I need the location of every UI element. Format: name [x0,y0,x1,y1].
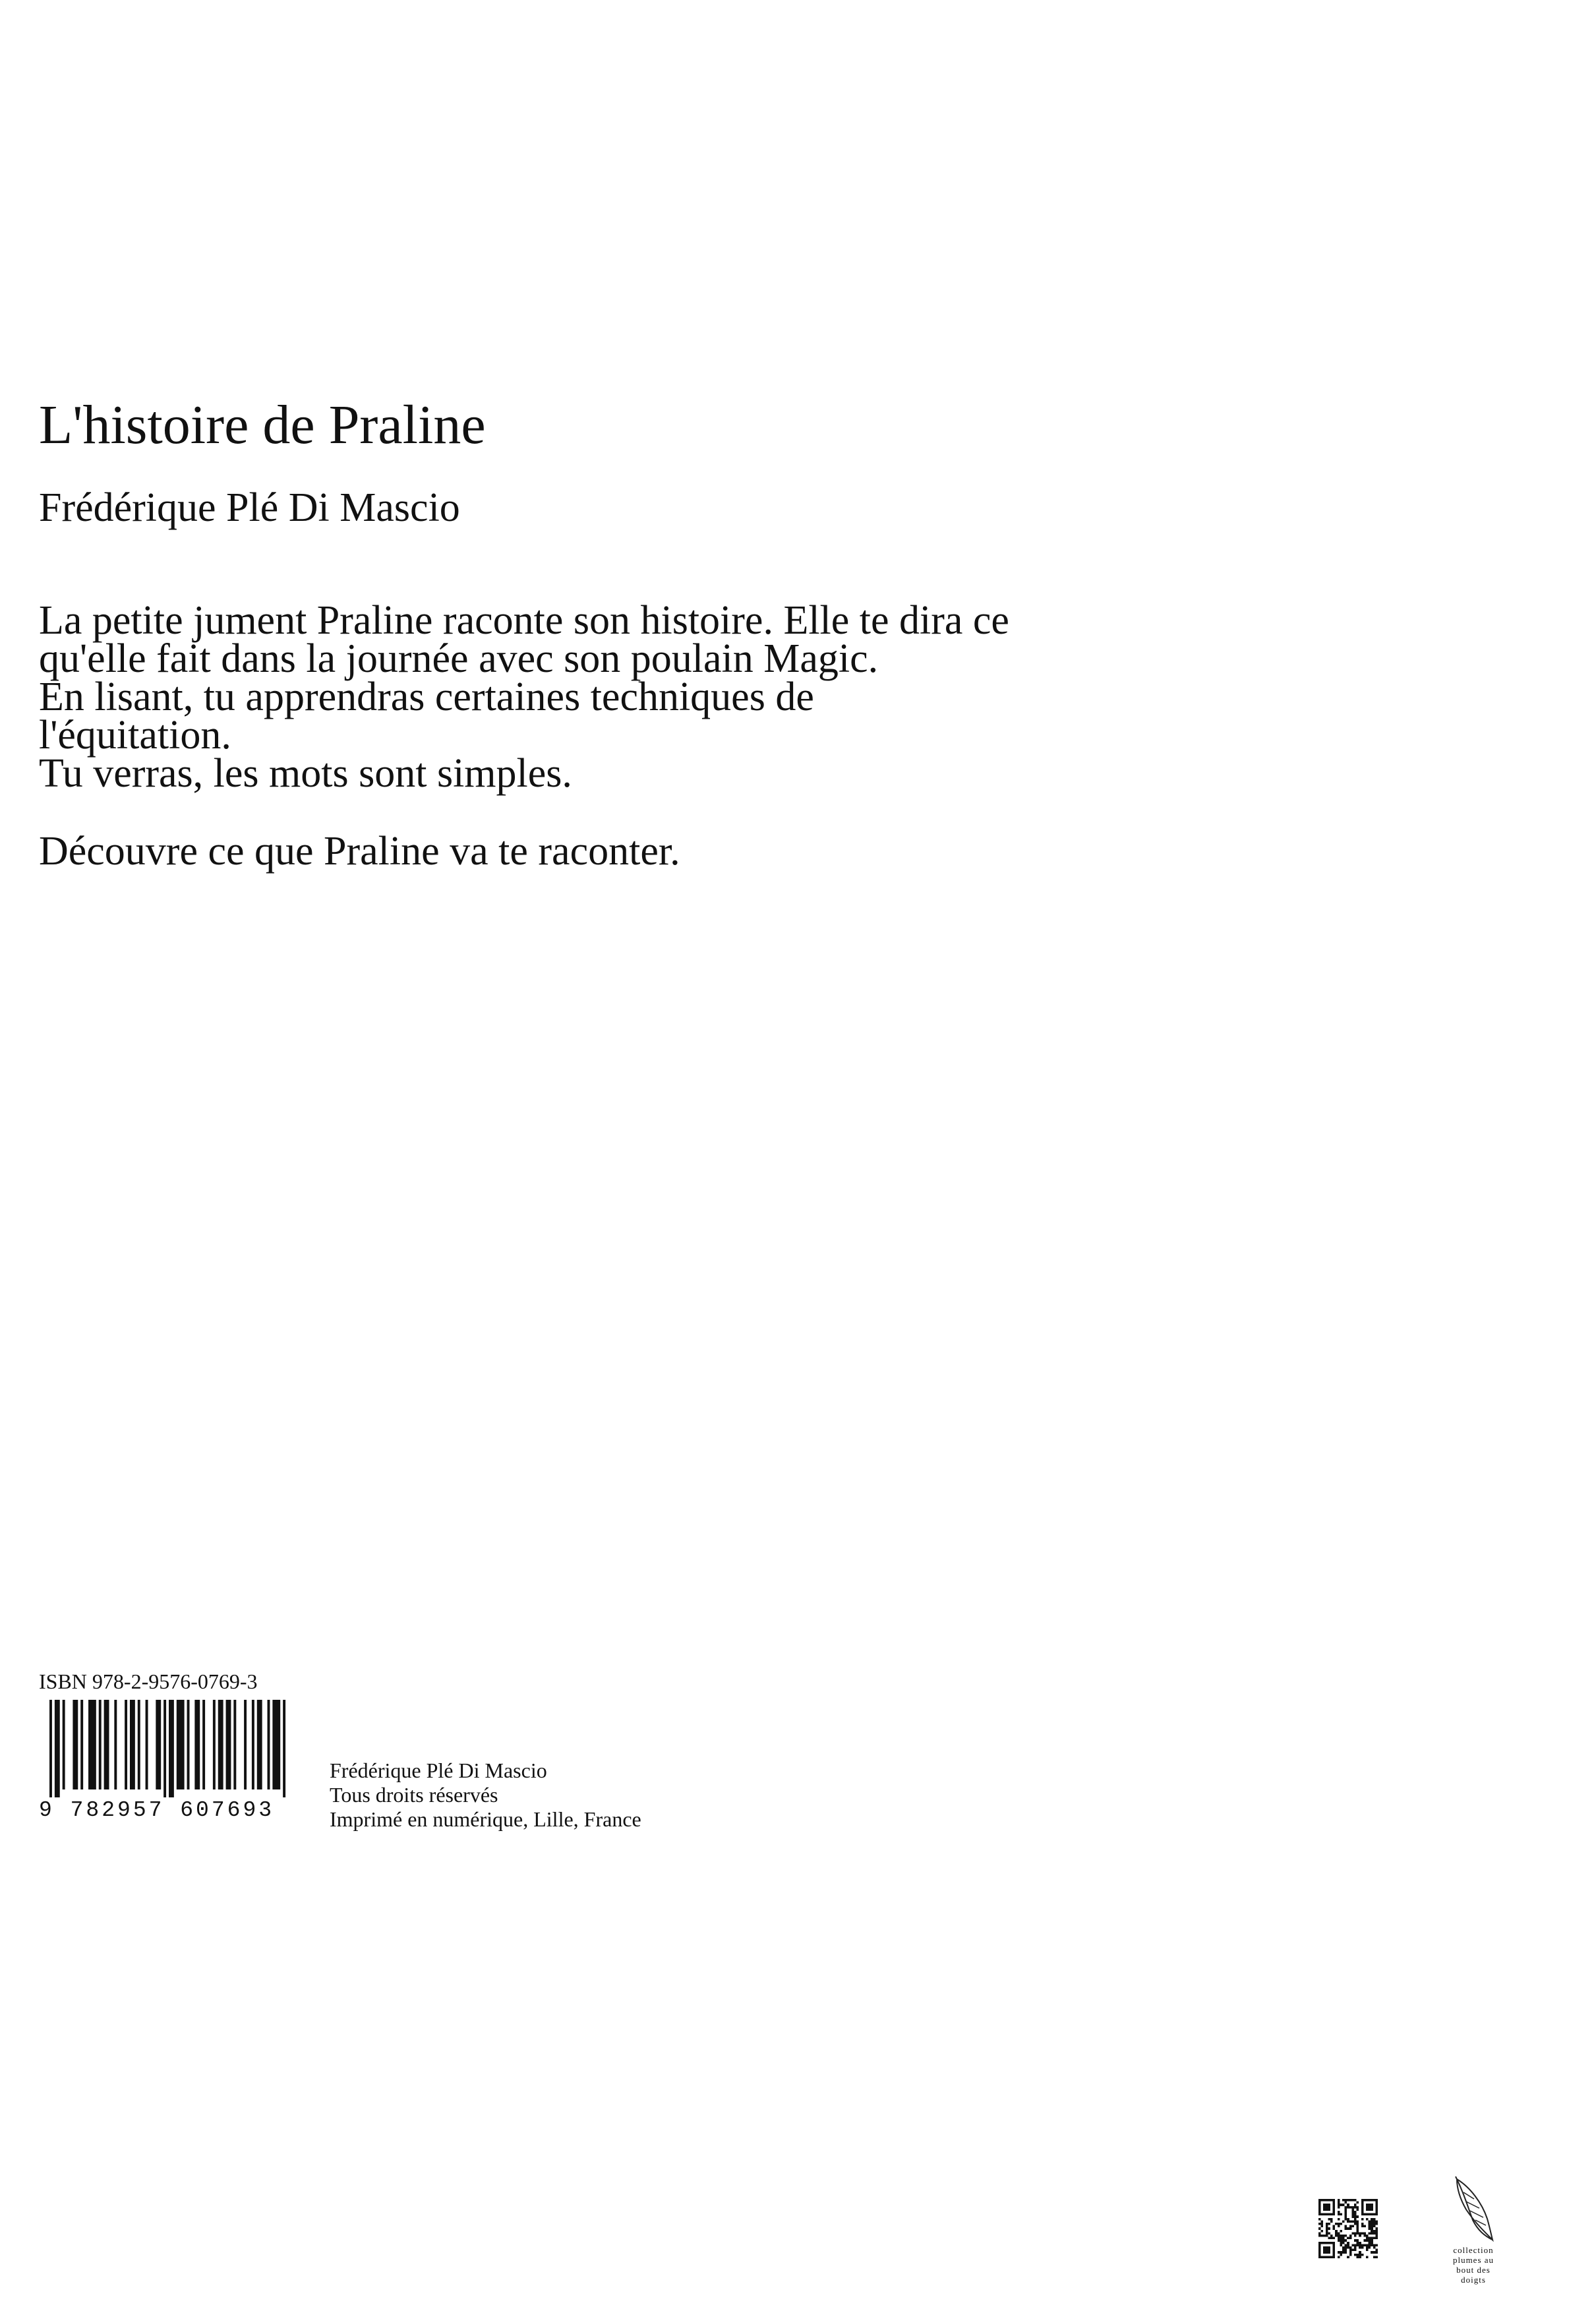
qr-module [1326,2230,1328,2233]
qr-module [1345,2206,1347,2209]
barcode-bar [114,1700,117,1789]
qr-module [1318,2218,1321,2221]
qr-module [1351,2211,1354,2213]
qr-module [1338,2206,1340,2209]
qr-module [1345,2239,1347,2242]
qr-module [1340,2213,1342,2216]
qr-module [1369,2225,1371,2228]
qr-module [1373,2220,1376,2223]
blurb-line: En lisant, tu apprendras certaines techniques de [39,675,814,719]
barcode-digits: 9 782957 607693 [39,1798,275,1822]
qr-module [1342,2237,1345,2240]
qr-module [1347,2227,1349,2230]
barcode-bar [257,1700,262,1789]
qr-module [1354,2215,1357,2218]
qr-module [1371,2220,1373,2223]
logo-text-line: doigts [1461,2275,1486,2285]
qr-module [1371,2227,1373,2230]
barcode-bars [49,1700,288,1797]
qr-module [1371,2251,1373,2254]
publisher-credits [330,1758,641,1832]
barcode-bar [146,1700,148,1789]
qr-module [1375,2220,1378,2223]
qr-module [1338,2204,1340,2206]
barcode-bar [218,1700,223,1789]
credits-rights: Tous droits réservés [330,1783,498,1807]
qr-module [1345,2199,1347,2202]
qr-module [1340,2254,1342,2256]
qr-module [1342,2204,1345,2206]
qr-module [1347,2244,1349,2246]
qr-module [1351,2225,1354,2228]
qr-module [1354,2220,1357,2223]
qr-module [1338,2239,1340,2242]
qr-module [1363,2244,1366,2246]
qr-module [1347,2204,1349,2206]
qr-module [1338,2211,1340,2213]
author-name: Frédérique Plé Di Mascio [39,485,460,530]
qr-module [1345,2202,1347,2204]
qr-module [1371,2237,1373,2240]
qr-module [1354,2239,1357,2242]
qr-module [1351,2215,1354,2218]
qr-module [1326,2232,1328,2235]
qr-module [1345,2249,1347,2252]
qr-module [1349,2227,1352,2230]
qr-module [1345,2244,1347,2246]
qr-module [1347,2218,1349,2221]
qr-module [1345,2225,1347,2228]
qr-module [1354,2223,1357,2225]
qr-module [1373,2251,1376,2254]
qr-module [1335,2223,1338,2225]
qr-finder-module [1366,2204,1373,2211]
qr-module [1318,2235,1321,2237]
qr-module [1354,2204,1357,2206]
qr-module [1361,2232,1364,2235]
qr-module [1318,2232,1321,2235]
qr-module [1338,2218,1340,2221]
qr-module [1371,2239,1373,2242]
qr-module [1369,2227,1371,2230]
qr-module [1330,2237,1333,2240]
qr-module [1342,2249,1345,2252]
qr-module [1342,2251,1345,2254]
qr-module [1335,2235,1338,2237]
qr-module [1347,2206,1349,2209]
qr-module [1354,2206,1357,2209]
qr-module [1354,2218,1357,2221]
barcode-bar [187,1700,190,1789]
qr-module [1347,2246,1349,2249]
qr-module [1351,2206,1354,2209]
credits-author: Frédérique Plé Di Mascio [330,1758,547,1782]
qr-module [1335,2232,1338,2235]
qr-module [1375,2249,1378,2252]
qr-module [1357,2223,1359,2225]
barcode-bar [138,1700,140,1789]
qr-module [1354,2254,1357,2256]
qr-module [1326,2235,1328,2237]
qr-module [1357,2208,1359,2211]
qr-module [1351,2220,1354,2223]
qr-module [1359,2244,1361,2246]
barcode-bar [169,1700,174,1797]
qr-module [1371,2244,1373,2246]
qr-module [1349,2237,1352,2240]
qr-module [1347,2199,1349,2202]
qr-module [1369,2220,1371,2223]
barcode-bar [202,1700,205,1789]
qr-module [1366,2246,1369,2249]
qr-module [1357,2244,1359,2246]
qr-module [1369,2237,1371,2240]
qr-module [1349,2206,1352,2209]
qr-module [1345,2227,1347,2230]
qr-module [1369,2246,1371,2249]
qr-module [1340,2230,1342,2233]
qr-module [1373,2244,1376,2246]
qr-module [1338,2225,1340,2228]
qr-module [1342,2235,1345,2237]
qr-module [1357,2230,1359,2233]
qr-module [1371,2225,1373,2228]
qr-module [1373,2237,1376,2240]
qr-module [1361,2225,1364,2228]
qr-module [1333,2225,1336,2228]
qr-module [1338,2251,1340,2254]
barcode-bar [268,1700,270,1789]
qr-module [1363,2239,1366,2242]
qr-finder-module [1323,2246,1330,2254]
qr-module [1321,2235,1324,2237]
barcode-bar [99,1700,102,1789]
qr-module [1321,2220,1324,2223]
qr-module [1369,2242,1371,2244]
qr-module [1357,2225,1359,2228]
qr-module [1369,2239,1371,2242]
barcode-bar [177,1700,185,1789]
qr-module [1363,2235,1366,2237]
barcode-bar [244,1700,247,1789]
qr-module [1371,2223,1373,2225]
qr-module [1328,2218,1330,2221]
barcode-bar [226,1700,231,1789]
qr-module [1338,2232,1340,2235]
qr-module [1340,2235,1342,2237]
qr-module [1328,2232,1330,2235]
book-title: L'histoire de Praline [39,394,486,456]
qr-module [1375,2230,1378,2233]
qr-module [1357,2206,1359,2209]
qr-module [1351,2244,1354,2246]
qr-module [1340,2223,1342,2225]
qr-module [1363,2225,1366,2228]
barcode-bar [63,1700,65,1789]
qr-module [1366,2235,1369,2237]
qr-module [1366,2237,1369,2240]
qr-module [1328,2227,1330,2230]
qr-module [1366,2249,1369,2252]
barcode-bar [49,1700,52,1797]
qr-module [1345,2218,1347,2221]
qr-module [1340,2251,1342,2254]
qr-module [1345,2211,1347,2213]
qr-module [1373,2225,1376,2228]
qr-module [1366,2256,1369,2258]
qr-module [1373,2232,1376,2235]
barcode-bar [283,1700,285,1797]
qr-module [1340,2237,1342,2240]
qr-module [1361,2223,1364,2225]
qr-module [1335,2230,1338,2233]
qr-module [1354,2213,1357,2216]
blurb-closing: Découvre ce que Praline va te raconter. [39,829,680,874]
barcode-bar [272,1700,280,1789]
qr-module [1338,2235,1340,2237]
qr-module [1357,2215,1359,2218]
qr-module [1345,2213,1347,2216]
qr-module [1351,2249,1354,2252]
qr-module [1326,2223,1328,2225]
qr-module [1318,2227,1321,2230]
qr-module [1338,2202,1340,2204]
qr-finder-module [1323,2204,1330,2211]
qr-module [1357,2254,1359,2256]
qr-module [1321,2230,1324,2233]
qr-module [1347,2220,1349,2223]
barcode-bar [73,1700,78,1789]
qr-module [1330,2220,1333,2223]
collection-logo [1437,2173,1510,2291]
qr-module [1342,2246,1345,2249]
qr-module [1351,2213,1354,2216]
barcode-bar [80,1700,83,1789]
qr-module [1354,2199,1357,2202]
qr-module [1373,2246,1376,2249]
qr-module [1375,2237,1378,2240]
qr-module [1342,2239,1345,2242]
qr-module [1345,2251,1347,2254]
blurb-line: qu'elle fait dans la journée avec son poulain Magic. [39,636,879,681]
qr-module [1351,2208,1354,2211]
qr-module [1338,2237,1340,2240]
qr-module [1359,2246,1361,2249]
logo-text-line: collection [1453,2245,1494,2255]
qr-module [1321,2225,1324,2228]
qr-module [1326,2225,1328,2228]
qr-module [1330,2218,1333,2221]
qr-module [1361,2254,1364,2256]
qr-module [1328,2237,1330,2240]
qr-module [1340,2244,1342,2246]
qr-module [1354,2246,1357,2249]
barcode-bar [55,1700,60,1797]
credits-printing: Imprimé en numérique, Lille, France [330,1807,641,1831]
qr-module [1373,2223,1376,2225]
qr-module [1326,2227,1328,2230]
qr-module [1338,2199,1340,2202]
qr-module [1338,2256,1340,2258]
qr-module [1369,2232,1371,2235]
qr-module [1371,2218,1373,2221]
qr-module [1357,2202,1359,2204]
qr-module [1351,2199,1354,2202]
blurb-line: La petite jument Praline raconte son histoire. Elle te dira ce [39,598,1009,643]
qr-module [1347,2256,1349,2258]
qr-module [1359,2256,1361,2258]
qr-module [1349,2235,1352,2237]
qr-module [1375,2227,1378,2230]
qr-module [1357,2242,1359,2244]
qr-module [1340,2239,1342,2242]
qr-module [1375,2244,1378,2246]
qr-module [1321,2223,1324,2225]
qr-module [1357,2227,1359,2230]
qr-code-icon [1318,2199,1378,2258]
barcode-bar [163,1700,166,1797]
qr-module [1347,2242,1349,2244]
qr-module [1371,2232,1373,2235]
qr-module [1354,2211,1357,2213]
logo-text-line: plumes au [1452,2255,1494,2265]
qr-module [1342,2220,1345,2223]
qr-module [1375,2256,1378,2258]
qr-module [1351,2232,1354,2235]
qr-module [1375,2235,1378,2237]
qr-module [1349,2220,1352,2223]
qr-module [1357,2256,1359,2258]
qr-module [1369,2223,1371,2225]
qr-module [1349,2225,1352,2228]
qr-module [1375,2251,1378,2254]
qr-module [1357,2239,1359,2242]
isbn-label: ISBN 978-2-9576-0769-3 [39,1669,258,1693]
qr-module [1359,2242,1361,2244]
qr-module [1371,2230,1373,2233]
barcode-bar [130,1700,135,1789]
qr-module [1347,2237,1349,2240]
qr-module [1349,2199,1352,2202]
qr-module [1373,2218,1376,2221]
qr-module [1340,2204,1342,2206]
qr-module [1349,2246,1352,2249]
qr-module [1338,2213,1340,2216]
qr-module [1361,2218,1364,2221]
qr-module [1373,2256,1376,2258]
qr-module [1345,2215,1347,2218]
qr-module [1359,2235,1361,2237]
qr-module [1366,2218,1369,2221]
qr-module [1328,2223,1330,2225]
back-cover-blurb [39,598,1291,874]
qr-module [1345,2235,1347,2237]
qr-module [1366,2239,1369,2242]
qr-module [1345,2246,1347,2249]
qr-module [1333,2237,1336,2240]
qr-module [1366,2244,1369,2246]
qr-module [1354,2249,1357,2252]
barcode-bar [156,1700,161,1789]
qr-module [1354,2244,1357,2246]
barcode-bar [213,1700,216,1789]
qr-module [1333,2227,1336,2230]
qr-module [1357,2232,1359,2235]
qr-module [1354,2235,1357,2237]
barcode-bar [194,1700,200,1789]
qr-module [1361,2244,1364,2246]
qr-module [1363,2232,1366,2235]
qr-module [1345,2208,1347,2211]
barcode-bar [125,1700,127,1789]
qr-module [1373,2230,1376,2233]
qr-module [1349,2249,1352,2252]
isbn-barcode [39,1700,289,1822]
qr-module [1359,2251,1361,2254]
qr-module [1340,2242,1342,2244]
barcode-bar [233,1700,236,1789]
barcode-bar [88,1700,96,1789]
logo-text-line: bout des [1456,2265,1491,2275]
barcode-bar [252,1700,254,1789]
qr-module [1357,2220,1359,2223]
qr-module [1375,2232,1378,2235]
qr-module [1342,2242,1345,2244]
blurb-line: Tu verras, les mots sont simples. [39,751,572,796]
qr-module [1338,2223,1340,2225]
qr-module [1323,2235,1326,2237]
qr-module [1318,2223,1321,2225]
qr-module [1375,2223,1378,2225]
feather-quill-icon [1444,2173,1503,2245]
qr-module [1359,2232,1361,2235]
qr-module [1342,2199,1345,2202]
qr-module [1369,2244,1371,2246]
qr-module [1361,2246,1364,2249]
qr-module [1349,2251,1352,2254]
qr-module [1359,2254,1361,2256]
qr-module [1330,2235,1333,2237]
qr-module [1371,2242,1373,2244]
barcode-bar [104,1700,109,1789]
blurb-line: l'équitation. [39,713,231,758]
qr-module [1354,2232,1357,2235]
qr-module [1349,2254,1352,2256]
